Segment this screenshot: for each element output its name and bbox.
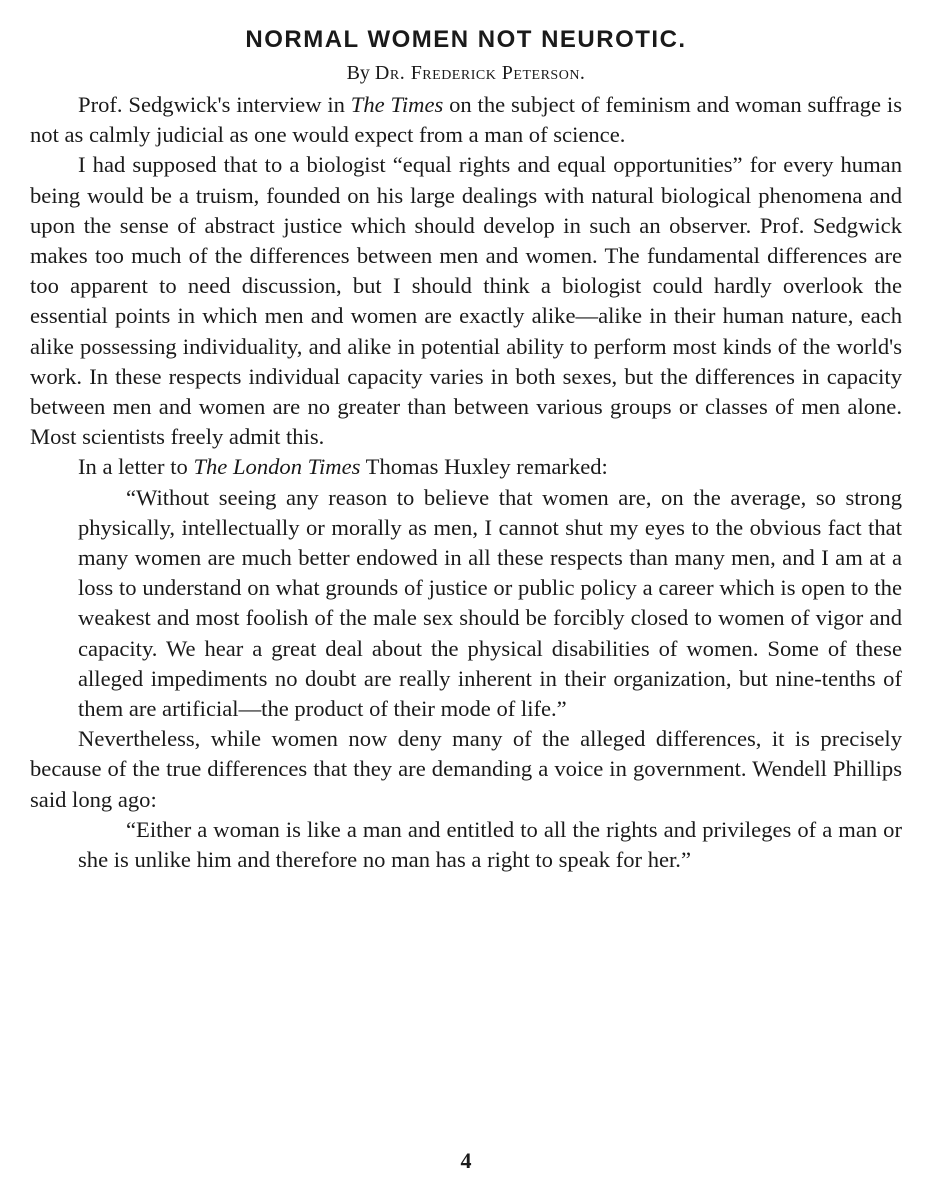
paragraph-3-text-b: Thomas Huxley remarked: — [360, 454, 608, 480]
article-title: NORMAL WOMEN NOT NEUROTIC. — [245, 26, 687, 53]
paragraph-3 — [30, 452, 902, 482]
paragraph-1-text-a: Prof. Sedgwick's interview in — [78, 92, 351, 117]
publication-title: The London Times — [193, 454, 361, 480]
block-quote-huxley: “Without seeing any reason to believe that women are, on the average, so strong physically, intellectually or morally as men, I cannot shut my eyes to the obvious fact that many women are much better endowed in all these respects than many men, and I am at a loss to understand on what grounds of justice or public policy a career which is open to the weakest and most foolish of the male sex should be forcibly closed to women of vigor and capacity. We hear a great deal about the physical disabilities of women. Some of these alleged impediments no doubt are really inherent in their organization, but nine-tenths of them are artificial—the product of their mode of life.” — [78, 484, 902, 722]
paragraph-1-text-b: on the subject of feminism and woman suffrage is not as calmly judicial as one would expect from a man of science. — [30, 92, 902, 148]
author-name: Dr. Frederick Peterson. — [374, 62, 586, 84]
paragraph-1 — [30, 90, 902, 150]
page-number: 4 — [460, 1148, 472, 1173]
byline-prefix: By — [346, 62, 370, 84]
publication-title: The Times — [350, 92, 444, 117]
block-quote-phillips: “Either a woman is like a man and entitled to all the rights and privileges of a man or she is unlike him and therefore no man has a right to speak for her.” — [78, 816, 902, 873]
byline — [30, 58, 902, 88]
paragraph-3-text-a: In a letter to — [78, 454, 194, 480]
paragraph-4: Nevertheless, while women now deny many of the alleged differences, it is precisely because of the true differences that they are demanding a voice in government. Wendell Phillips said long ago: — [30, 726, 902, 812]
article — [30, 22, 902, 875]
paragraph-2: I had supposed that to a biologist “equal rights and equal opportunities” for every human being would be a truism, founded on his large dealings with natural biological phenomena and upon the sense of abstract justice which should develop in such an observer. Prof. Sedgwick makes too much of the differences between men and women. The fundamental differences are too apparent to need discussion, but I should think a biologist could hardly overlook the essential points in which men and women are exactly alike—alike in their human nature, each alike possessing individuality, and alike in potential ability to perform most kinds of the world's work. In these respects individual capacity varies in both sexes, but the differences in capacity between men and women are no greater than between various groups or classes of men alone. Most scientists freely admit this. — [30, 152, 902, 450]
